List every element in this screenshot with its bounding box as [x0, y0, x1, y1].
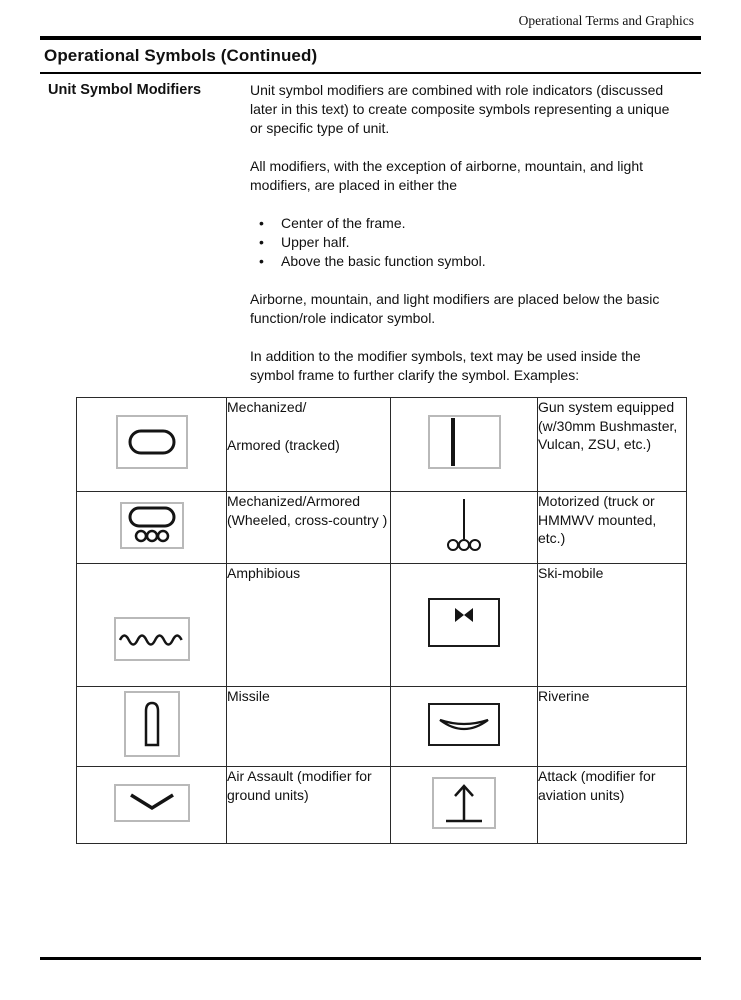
bullet-item [250, 252, 678, 271]
ski-mobile-symbol-icon [428, 598, 500, 647]
symbol-cell [77, 398, 227, 492]
symbol-label: Armored (tracked) [227, 436, 340, 453]
motorized-symbol-icon [440, 497, 488, 553]
footer-rule [40, 957, 701, 960]
symbol-label-cell [227, 398, 391, 492]
missile-symbol-icon [124, 691, 180, 757]
table-row [77, 767, 687, 844]
symbol-cell [391, 398, 538, 492]
content-block [48, 81, 678, 404]
running-header: Operational Terms and Graphics [518, 13, 694, 28]
gun-system-symbol-icon [428, 415, 501, 469]
symbol-label: Mechanized/Armored (Wheeled, cross-country ) [227, 493, 388, 528]
symbol-label-cell [538, 687, 687, 767]
bullet-text: Above the basic function symbol. [281, 253, 486, 269]
body-text-column [250, 81, 678, 404]
symbol-label: Attack (modifier for aviation units) [538, 768, 656, 803]
symbol-cell [77, 564, 227, 687]
symbol-cell [391, 492, 538, 564]
paragraph-2: All modifiers, with the exception of airborne, mountain, and light modifiers, are placed in either the [250, 158, 643, 193]
symbol-label: Riverine [538, 688, 590, 704]
symbol-label-cell [538, 767, 687, 844]
section-title: Operational Symbols (Continued) [44, 46, 318, 65]
symbol-label-cell [538, 492, 687, 564]
table-row [77, 398, 687, 492]
air-assault-symbol-icon [114, 784, 190, 822]
title-rule [40, 72, 701, 74]
modifier-placement-list [250, 214, 678, 271]
table-row [77, 564, 687, 687]
symbol-label: Gun system equipped (w/30mm Bushmaster, Vulcan, ZSU, etc.) [538, 399, 678, 452]
symbol-cell [77, 767, 227, 844]
bullet-item [250, 233, 678, 252]
symbol-label-cell [227, 564, 391, 687]
bullet-item [250, 214, 678, 233]
amphibious-symbol-icon [114, 617, 190, 661]
header-rule [40, 36, 701, 40]
symbol-cell [77, 492, 227, 564]
symbol-cell [391, 687, 538, 767]
symbol-label-cell [227, 767, 391, 844]
symbol-label: Air Assault (modifier for ground units) [227, 768, 372, 803]
symbol-label: Mechanized/ [227, 399, 307, 415]
bullet-text: Upper half. [281, 234, 350, 250]
topic-label: Unit Symbol Modifiers [48, 82, 202, 98]
symbol-label: Motorized (truck or HMMWV mounted, etc.) [538, 493, 657, 546]
paragraph-3: Airborne, mountain, and light modifiers are placed below the basic function/role indicator symbol. [250, 291, 660, 326]
riverine-symbol-icon [428, 703, 500, 746]
mechanized-wheeled-symbol-icon [120, 502, 184, 549]
paragraph-1: Unit symbol modifiers are combined with role indicators (discussed later in this text) to create composite symbols representing a unique or specific type of unit. [250, 82, 670, 136]
symbol-label-cell [227, 687, 391, 767]
attack-symbol-icon [432, 777, 496, 829]
table-row [77, 492, 687, 564]
symbol-cell [77, 687, 227, 767]
symbol-cell [391, 767, 538, 844]
bullet-text: Center of the frame. [281, 215, 406, 231]
paragraph-4: In addition to the modifier symbols, text may be used inside the symbol frame to further clarify the symbol. Examples: [250, 348, 641, 383]
symbol-label: Amphibious [227, 565, 301, 581]
symbol-label-cell [227, 492, 391, 564]
symbol-cell [391, 564, 538, 687]
modifier-examples-table [76, 397, 687, 844]
table-row [77, 687, 687, 767]
mechanized-tracked-symbol-icon [116, 415, 188, 469]
symbol-label-cell [538, 398, 687, 492]
symbol-label: Missile [227, 688, 270, 704]
symbol-label: Ski-mobile [538, 565, 604, 581]
symbol-label-cell [538, 564, 687, 687]
